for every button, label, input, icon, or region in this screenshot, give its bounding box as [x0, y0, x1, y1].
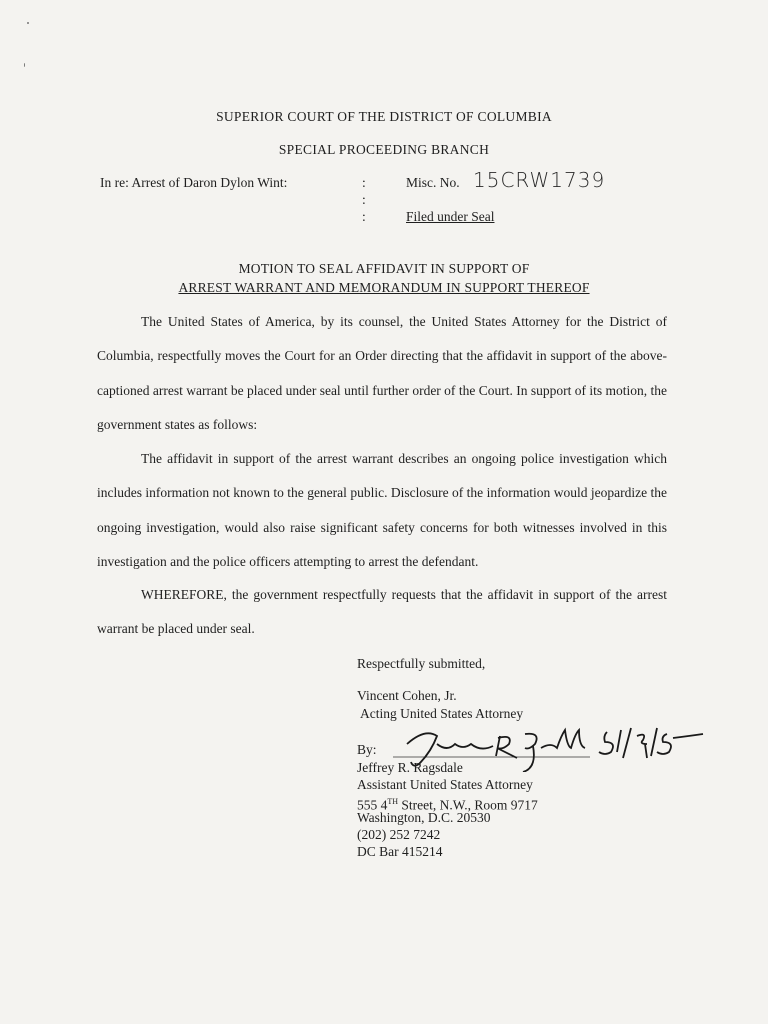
branch-heading: SPECIAL PROCEEDING BRANCH [278, 142, 490, 157]
body-paragraph [97, 305, 667, 442]
us-attorney-title: Acting United States Attorney [360, 706, 524, 721]
filed-under-seal: Filed under Seal [406, 209, 495, 224]
address-city: Washington, D.C. 20530 [357, 810, 491, 825]
attorney-name: Jeffrey R. Ragsdale [357, 760, 463, 775]
scan-speck [24, 63, 25, 67]
address-street: 555 4TH Street, N.W., Room 9717 [357, 797, 538, 813]
body-paragraph-text: WHEREFORE, the government respectfully requests that the affidavit in support of the arrest warrant be placed under seal. [97, 587, 667, 637]
body-paragraph-text: The United States of America, by its counsel, the United States Attorney for the District of Columbia, respectfully moves the Court for an Order directing that the affidavit in support of the above-captioned arrest warrant be placed under seal until further order of the Court. In support of its motion, the government states as follows: [97, 314, 667, 432]
court-heading: SUPERIOR COURT OF THE DISTRICT OF COLUMBIA [216, 109, 552, 124]
in-re-caption: In re: Arrest of Daron Dylon Wint: [100, 175, 288, 190]
attorney-title: Assistant United States Attorney [357, 777, 533, 792]
caption-colon: : [362, 175, 366, 190]
motion-title-line1: MOTION TO SEAL AFFIDAVIT IN SUPPORT OF [238, 261, 530, 276]
by-label: By: [357, 742, 377, 757]
motion-title-line2: ARREST WARRANT AND MEMORANDUM IN SUPPORT THEREOF [178, 280, 590, 295]
phone-number: (202) 252 7242 [357, 827, 441, 842]
body-paragraph [97, 442, 667, 579]
bar-number: DC Bar 415214 [357, 844, 443, 859]
closing: Respectfully submitted, [357, 656, 486, 671]
handwritten-misc-number: 15CRW1739 [473, 168, 606, 192]
body-paragraph [97, 578, 667, 647]
caption-colon: : [362, 209, 366, 224]
scan-speck [27, 22, 29, 24]
us-attorney-name: Vincent Cohen, Jr. [357, 688, 457, 703]
misc-number-label: Misc. No. [406, 175, 460, 190]
body-paragraph-text: The affidavit in support of the arrest warrant describes an ongoing police investigation which includes information not known to the general public. Disclosure of the information would jeopardize the ongoing investigation, would also raise significant safety concerns for both witnesses involved in this investigation and the police officers attempting to arrest the defendant. [97, 451, 667, 569]
caption-colon: : [362, 192, 366, 207]
